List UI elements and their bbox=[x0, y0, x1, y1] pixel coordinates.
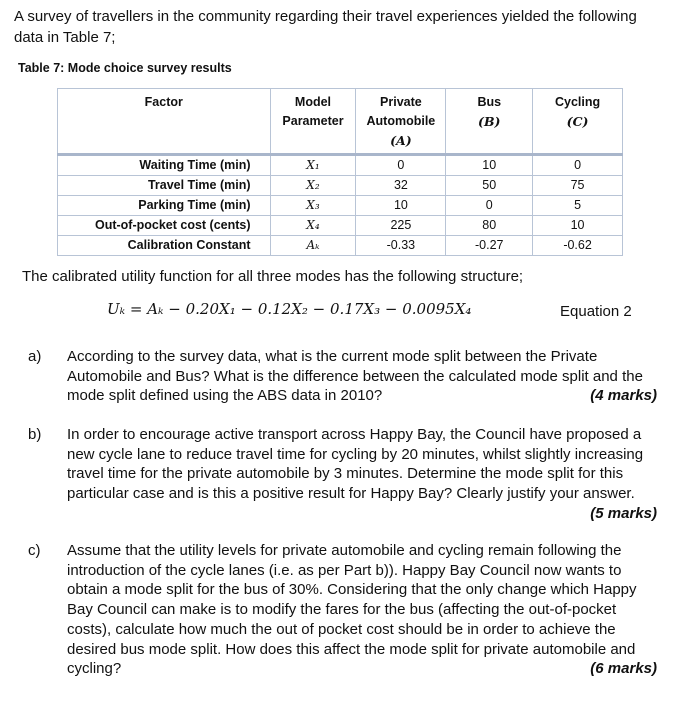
row-automobile-value: 32 bbox=[356, 176, 446, 196]
row-bus-value: -0.27 bbox=[446, 236, 533, 256]
row-cycling-value: 0 bbox=[533, 155, 623, 176]
row-bus-value: 0 bbox=[446, 196, 533, 216]
row-factor: Calibration Constant bbox=[58, 236, 271, 256]
row-cycling-value: 10 bbox=[533, 216, 623, 236]
row-automobile-value: 225 bbox=[356, 216, 446, 236]
table-row bbox=[58, 216, 623, 236]
header-cycling-symbol: (C) bbox=[566, 114, 589, 129]
question-label: b) bbox=[28, 426, 42, 443]
equation-label: Equation 2 bbox=[560, 303, 632, 320]
header-bus-symbol: (B) bbox=[478, 114, 501, 129]
question-marks: (5 marks) bbox=[590, 504, 657, 522]
row-automobile-value: 10 bbox=[356, 196, 446, 216]
header-bus bbox=[446, 89, 533, 155]
row-parameter: Aₖ bbox=[270, 236, 356, 256]
utility-equation: Uₖ = Aₖ − 0.20X₁ − 0.12X₂ − 0.17X₃ − 0.0095X₄ bbox=[107, 300, 472, 318]
mode-choice-table bbox=[57, 88, 623, 256]
table-header-row bbox=[58, 89, 623, 155]
row-parameter: X₃ bbox=[270, 196, 356, 216]
table-row bbox=[58, 236, 623, 256]
table-row bbox=[58, 176, 623, 196]
question-a bbox=[28, 347, 668, 406]
row-parameter: X₂ bbox=[270, 176, 356, 196]
row-factor: Travel Time (min) bbox=[58, 176, 271, 196]
row-cycling-value: 5 bbox=[533, 196, 623, 216]
table-caption: Table 7: Mode choice survey results bbox=[18, 61, 232, 75]
question-marks: (6 marks) bbox=[590, 660, 657, 678]
question-text: Assume that the utility levels for private automobile and cycling remain following the introduction of the cycle lanes (i.e. as per Part b)). Happy Bay Council now wants to obtain a mode split for the bus of 30%. Considering that the only change which Happy Bay Council can make is to modify the fares for the bus (affecting the out-of-pocket costs), calculate how much the out of pocket cost should be in order to achieve the desired bus mode split. How does this affect the mode split for private automobile and cycling? bbox=[67, 542, 637, 678]
question-text: In order to encourage active transport across Happy Bay, the Council have proposed a new cycle lane to reduce travel time for cycling by 20 minutes, whilst slightly increasing travel time for the private automobile by 3 minutes. Determine the mode split for this particular case and is this a positive result for Happy Bay? Clearly justify your answer. bbox=[67, 426, 644, 503]
intro-paragraph: A survey of travellers in the community regarding their travel experiences yielded the following data in Table 7; bbox=[14, 8, 637, 46]
question-c bbox=[28, 541, 668, 679]
header-private-automobile bbox=[356, 89, 446, 155]
row-factor: Waiting Time (min) bbox=[58, 155, 271, 176]
row-factor: Parking Time (min) bbox=[58, 196, 271, 216]
row-cycling-value: 75 bbox=[533, 176, 623, 196]
header-cycling-line1: Cycling bbox=[554, 95, 601, 109]
header-factor bbox=[58, 89, 271, 155]
header-bus-line1: Bus bbox=[477, 95, 502, 109]
row-automobile-value: 0 bbox=[356, 155, 446, 176]
question-marks: (4 marks) bbox=[590, 387, 657, 405]
row-automobile-value: -0.33 bbox=[356, 236, 446, 256]
header-factor-label: Factor bbox=[144, 95, 183, 109]
header-auto-symbol: (A) bbox=[390, 133, 412, 148]
question-label: c) bbox=[28, 542, 41, 559]
question-text: According to the survey data, what is the current mode split between the Private Automobile and Bus? What is the difference between the calculated mode split and the mode split defined using the ABS data in 2010? bbox=[67, 348, 643, 405]
row-parameter: X₄ bbox=[270, 216, 356, 236]
header-cycling bbox=[533, 89, 623, 155]
header-param-label: Model Parameter bbox=[282, 95, 344, 128]
question-label: a) bbox=[28, 348, 42, 365]
row-cycling-value: -0.62 bbox=[533, 236, 623, 256]
question-b bbox=[28, 425, 668, 524]
header-auto-line2: Automobile bbox=[366, 114, 436, 128]
row-bus-value: 50 bbox=[446, 176, 533, 196]
row-parameter: X₁ bbox=[270, 155, 356, 176]
row-bus-value: 10 bbox=[446, 155, 533, 176]
utility-function-intro: The calibrated utility function for all three modes has the following structure; bbox=[22, 268, 524, 285]
table-row bbox=[58, 196, 623, 216]
row-bus-value: 80 bbox=[446, 216, 533, 236]
table-row bbox=[58, 155, 623, 176]
header-auto-line1: Private bbox=[380, 95, 422, 109]
row-factor: Out-of-pocket cost (cents) bbox=[58, 216, 271, 236]
header-model-parameter bbox=[270, 89, 356, 155]
